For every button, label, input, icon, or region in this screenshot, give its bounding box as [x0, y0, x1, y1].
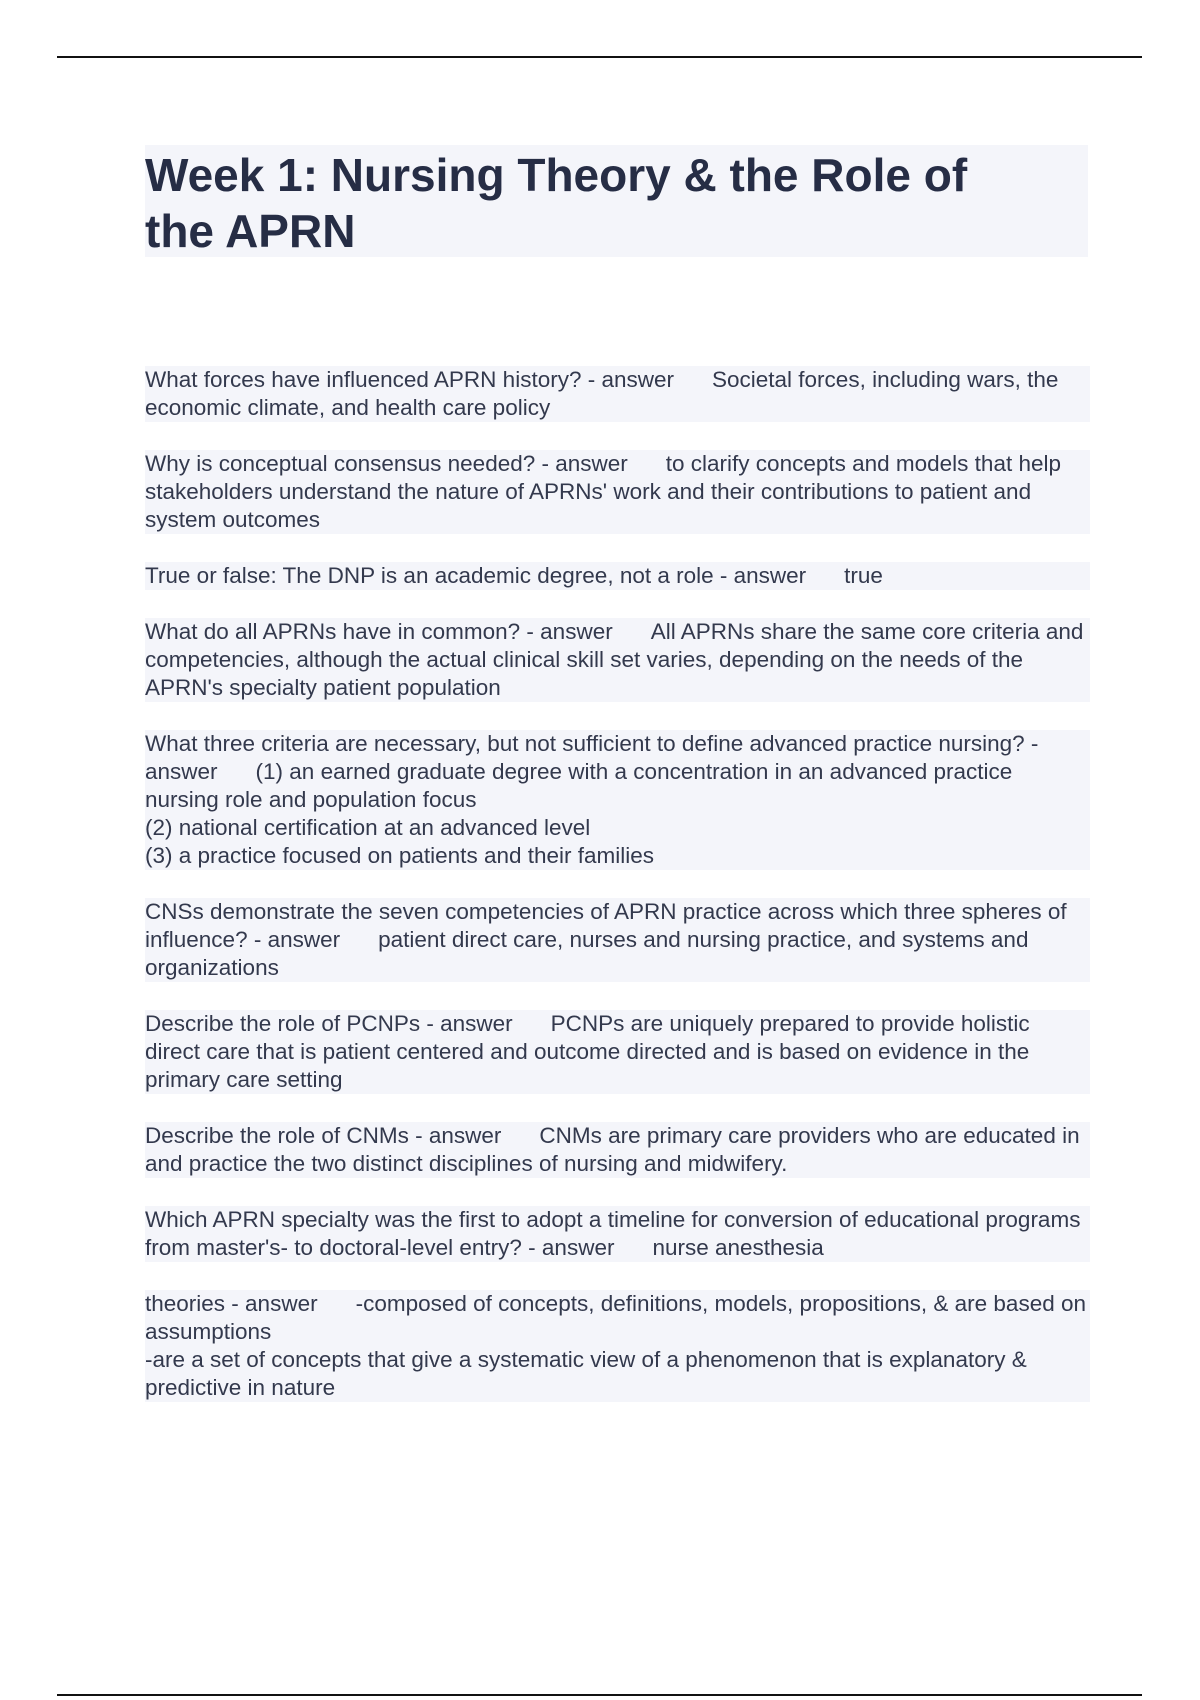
qa-item: [145, 898, 1090, 982]
qa-question: What forces have influenced APRN history? - answer: [145, 367, 674, 392]
qa-item: [145, 366, 1090, 422]
qa-list: [145, 366, 1090, 1430]
qa-question: Which APRN specialty was the first to adopt a timeline for conversion of educational programs from master's- to doctoral-level entry? - answer: [145, 1207, 1081, 1260]
qa-question: True or false: The DNP is an academic degree, not a role - answer: [145, 563, 807, 588]
qa-answer: Societal forces, including wars, the economic climate, and health care policy: [145, 367, 1059, 420]
qa-answer: (1) an earned graduate degree with a concentration in an advanced practice nursing role and population focus (2) national certification at an advanced level (3) a practice focused on patients and their families: [145, 759, 1013, 868]
qa-item: [145, 1290, 1090, 1402]
qa-item: [145, 618, 1090, 702]
qa-answer: nurse anesthesia: [652, 1235, 824, 1260]
qa-item: [145, 1206, 1090, 1262]
qa-answer: -composed of concepts, definitions, models, propositions, & are based on assumptions -are a set of concepts that give a systematic view of a phenomenon that is explanatory & predictive in nature: [145, 1291, 1086, 1400]
qa-answer: true: [844, 563, 883, 588]
bottom-rule: [57, 1694, 1142, 1696]
qa-answer: PCNPs are uniquely prepared to provide holistic direct care that is patient centered and outcome directed and is based on evidence in the primary care setting: [145, 1011, 1030, 1092]
qa-item: [145, 1010, 1090, 1094]
qa-question: What do all APRNs have in common? - answer: [145, 619, 613, 644]
qa-question: What three criteria are necessary, but not sufficient to define advanced practice nursing? - answer: [145, 731, 1039, 784]
page-title: Week 1: Nursing Theory & the Role of the APRN: [145, 149, 968, 257]
qa-answer: to clarify concepts and models that help stakeholders understand the nature of APRNs' work and their contributions to patient and system outcomes: [145, 451, 1062, 532]
qa-question: CNSs demonstrate the seven competencies of APRN practice across which three spheres of influence? - answer: [145, 899, 1067, 952]
qa-answer: All APRNs share the same core criteria and competencies, although the actual clinical skill set varies, depending on the needs of the APRN's specialty patient population: [145, 619, 1084, 700]
qa-question: Why is conceptual consensus needed? - answer: [145, 451, 628, 476]
qa-item: [145, 562, 1090, 590]
top-rule: [57, 56, 1142, 58]
qa-answer: CNMs are primary care providers who are educated in and practice the two distinct disciplines of nursing and midwifery.: [145, 1123, 1080, 1176]
qa-item: [145, 1122, 1090, 1178]
qa-item: [145, 730, 1090, 870]
qa-item: [145, 450, 1090, 534]
qa-answer: patient direct care, nurses and nursing practice, and systems and organizations: [145, 927, 1029, 980]
qa-question: Describe the role of PCNPs - answer: [145, 1011, 513, 1036]
qa-question: theories - answer: [145, 1291, 318, 1316]
qa-question: Describe the role of CNMs - answer: [145, 1123, 502, 1148]
